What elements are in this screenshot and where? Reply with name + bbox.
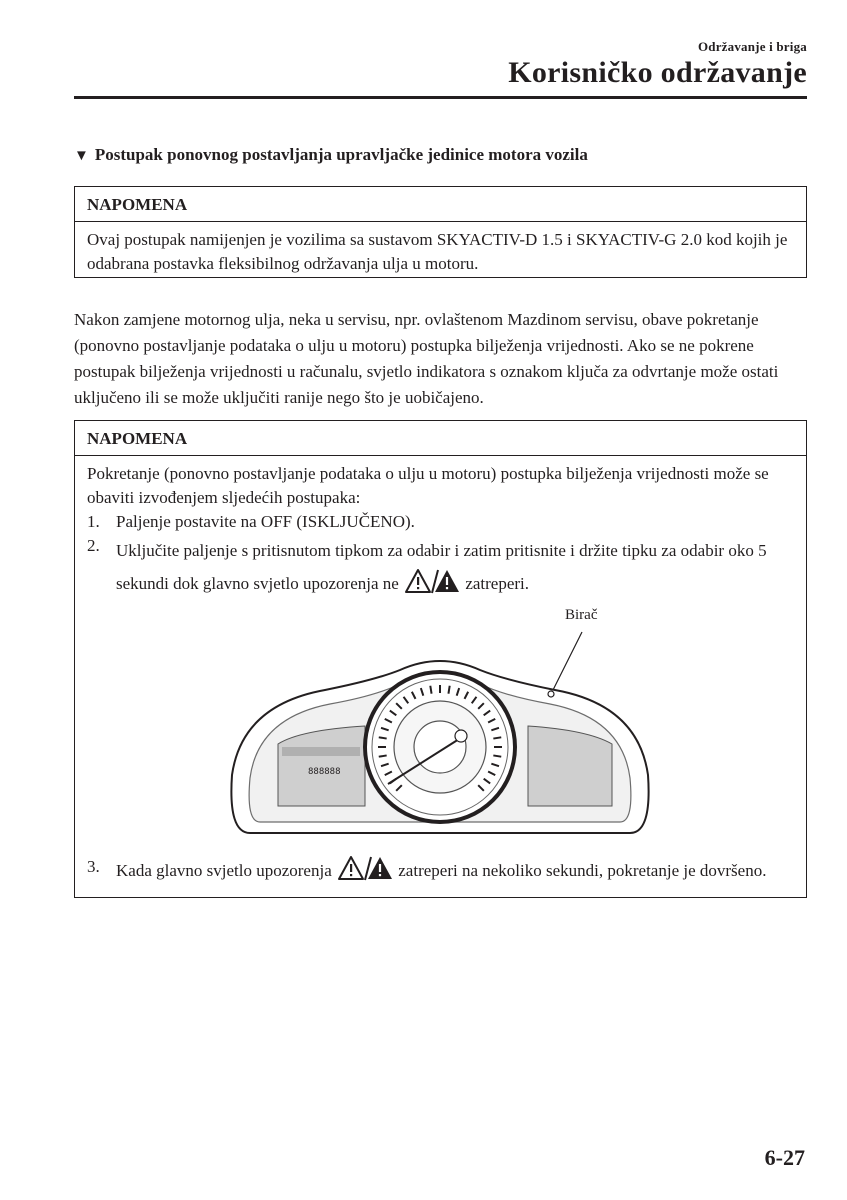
note-box-1 xyxy=(74,186,807,278)
gauge-tick xyxy=(379,755,387,756)
note-title: NAPOMENA xyxy=(75,421,806,456)
selector-label: Birač xyxy=(565,607,598,623)
list-item xyxy=(87,510,794,534)
step-number: 3. xyxy=(87,857,100,876)
step-text: Paljenje postavite na OFF (ISKLJUČENO). xyxy=(116,512,415,531)
gauge-tick xyxy=(493,737,501,738)
step-number: 2. xyxy=(87,536,100,555)
master-warning-icon xyxy=(338,855,392,888)
gauge-tick xyxy=(448,686,449,694)
note-title: NAPOMENA xyxy=(75,187,806,222)
list-item xyxy=(87,855,794,888)
triangle-marker-icon: ▼ xyxy=(74,148,89,164)
subheading xyxy=(74,145,588,165)
gauge-tick xyxy=(430,686,431,694)
page-title: Korisničko održavanje xyxy=(508,56,807,89)
gauge-tick xyxy=(379,737,387,738)
body-paragraph: Nakon zamjene motornog ulja, neka u servisu, npr. ovlaštenom Mazdinom servisu, obave pokretanje (ponovno postavljanje podataka o ulju u motoru) postupka bilježenja vrijednosti. Ako se ne pokrene postupak bilježenja vrijednosti u računalu, svjetlo indikatora s oznakom ključa za odvrtanje može ostati uključeno ili se može uključiti ranije nego što je uobičajeno. xyxy=(74,310,779,407)
list-item xyxy=(87,534,794,605)
odometer-display: 888888 xyxy=(308,767,341,777)
page-number: 6-27 xyxy=(764,1145,805,1170)
step-number: 1. xyxy=(87,512,100,531)
step-text: Kada glavno svjetlo upozorenja zatreperi na nekoliko sekundi, pokretanje je dovršeno. xyxy=(116,855,766,888)
subheading-text: Postupak ponovnog postavljanja upravljačke jedinice motora vozila xyxy=(94,145,588,164)
header-section: Održavanje i briga xyxy=(697,39,807,54)
gauge-tick xyxy=(493,755,501,756)
note-body: Ovaj postupak namijenjen je vozilima sa sustavom SKYACTIV-D 1.5 i SKYACTIV-G 2.0 kod kojih je odabrana postavka fleksibilnog održavanja ulja u motoru. xyxy=(87,230,788,273)
step-text: Uključite paljenje s pritisnutom tipkom za odabir i zatim pritisnite i držite tipku za odabir oko 5 sekundi dok glavno svjetlo upozorenja ne zatreperi. xyxy=(116,534,794,605)
instrument-cluster-illustration xyxy=(160,600,720,840)
header-rule xyxy=(74,96,807,99)
note-intro: Pokretanje (ponovno postavljanje podataka o ulju u motoru) postupka bilježenja vrijednosti može se obaviti izvođenjem sljedećih postupaka: xyxy=(87,464,769,507)
instrument-cluster-figure xyxy=(160,600,720,840)
